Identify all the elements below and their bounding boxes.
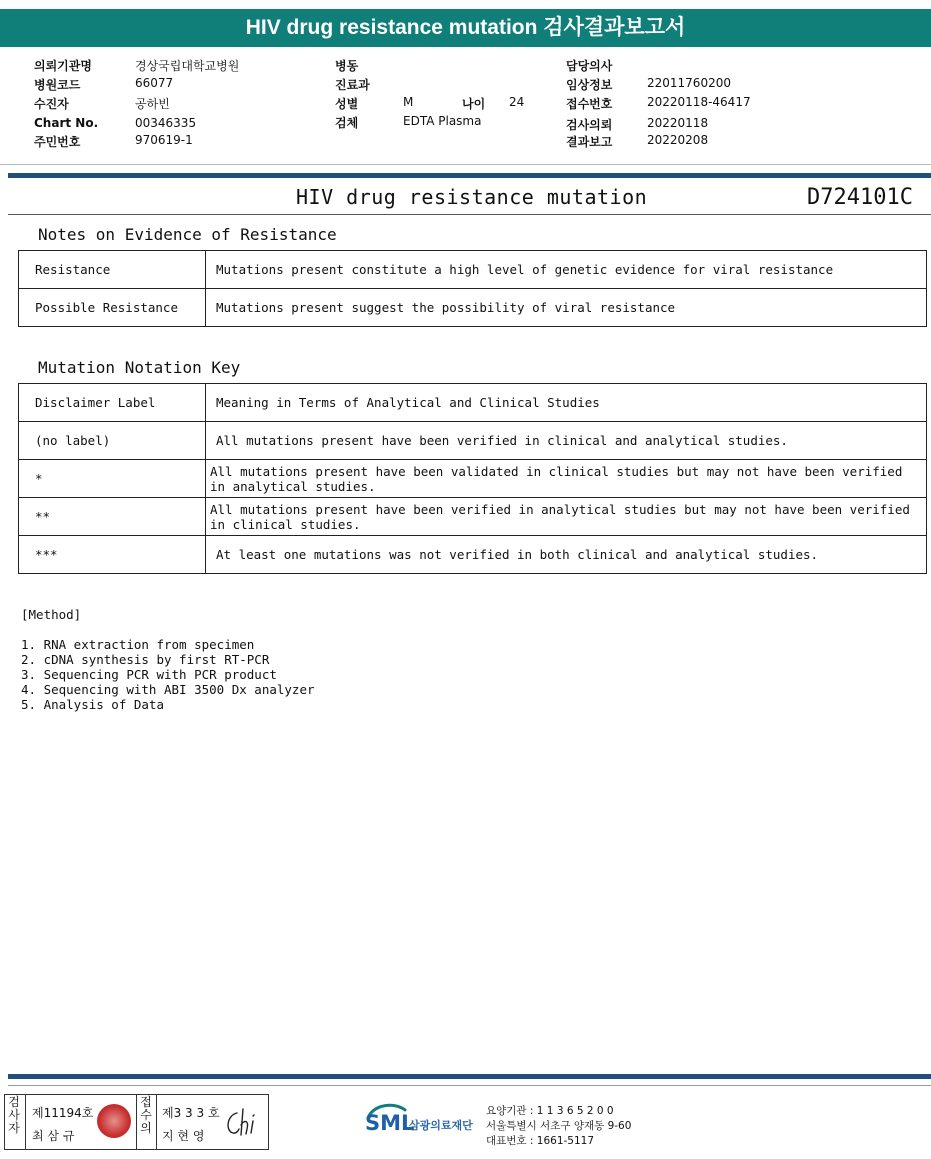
list-item: 4. Sequencing with ABI 3500 Dx analyzer [21,682,315,697]
key-section-title: Mutation Notation Key [38,358,241,377]
header-divider [0,164,931,165]
key-text-nolabel: All mutations present have been verified in clinical and analytical studies. [206,422,927,460]
notes-table [18,250,927,327]
report-title: HIV drug resistance mutation [296,185,648,209]
value-hospital-code: 66077 [135,76,174,90]
label-clinical-info: 임상정보 [566,78,613,92]
list-item: 5. Analysis of Data [21,697,164,712]
key-label-star2: ** [19,498,206,536]
table-row [19,251,927,289]
report-top-rule [8,173,931,178]
label-ward: 병동 [335,59,359,73]
label-requesting-institution: 의뢰기관명 [34,59,92,73]
label-chart-no: Chart No. [34,116,99,130]
value-result-report: 20220208 [647,133,709,147]
report-title-bar [0,185,931,213]
footer-top-rule [8,1074,931,1079]
table-row [19,422,927,460]
value-clinical-info: 22011760200 [647,76,731,90]
value-age: 24 [509,95,525,109]
sml-logo [365,1102,485,1146]
table-row [19,384,927,422]
label-hospital-code: 병원코드 [34,78,81,92]
table-row [19,289,927,327]
table-row [19,536,927,574]
key-text-star1: All mutations present have been validated in clinical studies but may not have been verified in analytical studies. [206,460,927,498]
label-specimen: 검체 [335,116,359,130]
label-age: 나이 [462,97,486,111]
signature-box [4,1094,269,1150]
report-code: D724101C [807,185,913,210]
signature-icon [223,1107,263,1139]
key-label-nolabel: (no label) [19,422,206,460]
key-text-star2: All mutations present have been verified in analytical studies but may not have been verified in clinical studies. [206,498,927,536]
notes-text-resistance: Mutations present constitute a high level of genetic evidence for viral resistance [206,251,927,289]
list-item: 2. cDNA synthesis by first RT-PCR [21,652,270,667]
value-receipt-no: 20220118-46417 [647,95,751,109]
notes-label-possible: Possible Resistance [19,289,206,327]
org-line: 대표번호 : 1661-5117 [486,1135,595,1147]
report-banner: HIV drug resistance mutation 검사결과보고서 [0,9,931,47]
divider [25,1095,26,1149]
key-label-star3: *** [19,536,206,574]
label-doctor: 담당의사 [566,59,613,73]
key-text-star3: At least one mutations was not verified in both clinical and analytical studies. [206,536,927,574]
org-line: 서울특별시 서초구 양재동 9-60 [486,1120,632,1132]
label-test-request: 검사의뢰 [566,118,613,132]
label-receipt-no: 접수번호 [566,97,613,111]
value-chart-no: 00346335 [135,116,197,130]
method-title: [Method] [21,607,82,622]
org-info [486,1104,631,1149]
table-row [19,460,927,498]
inspector-vertical-label: 검 사 자 [8,1095,20,1135]
list-item: 1. RNA extraction from specimen [21,637,255,652]
logo-text: SML [365,1111,415,1135]
key-header-label: Disclaimer Label [19,384,206,422]
label-patient: 수진자 [34,97,69,111]
key-label-star1: * [19,460,206,498]
inspector-name: 최 삼 규 [32,1129,75,1143]
value-requesting-institution: 경상국립대학교병원 [135,59,240,73]
org-line: 요양기관 : 1 1 3 6 5 2 0 0 [486,1105,614,1117]
logo-org-name: 삼광의료재단 [409,1119,473,1132]
list-item: 3. Sequencing PCR with PCR product [21,667,277,682]
inspector-number: 제11194호 [32,1106,94,1120]
label-result-report: 결과보고 [566,135,613,149]
table-row [19,498,927,536]
label-department: 진료과 [335,78,370,92]
notes-section-title: Notes on Evidence of Resistance [38,225,337,244]
value-resident-no: 970619-1 [135,133,193,147]
notes-label-resistance: Resistance [19,251,206,289]
method-steps [21,637,315,712]
value-test-request: 20220118 [647,116,709,130]
key-table [18,383,927,574]
inspector-seal [97,1104,131,1138]
label-sex: 성별 [335,97,359,111]
receiver-number: 제3 3 3 호 [162,1106,220,1120]
footer-thin-rule [8,1085,931,1086]
divider [136,1095,137,1149]
receiver-name: 지 현 영 [162,1129,205,1143]
receiver-vertical-label: 접 수 의 [140,1095,152,1135]
notes-text-possible: Mutations present suggest the possibility of viral resistance [206,289,927,327]
value-specimen: EDTA Plasma [403,114,482,128]
key-header-text: Meaning in Terms of Analytical and Clinical Studies [206,384,927,422]
divider [156,1095,157,1149]
value-sex: M [403,95,414,109]
report-title-rule [8,214,931,215]
value-patient: 공하빈 [135,97,170,111]
label-resident-no: 주민번호 [34,135,81,149]
